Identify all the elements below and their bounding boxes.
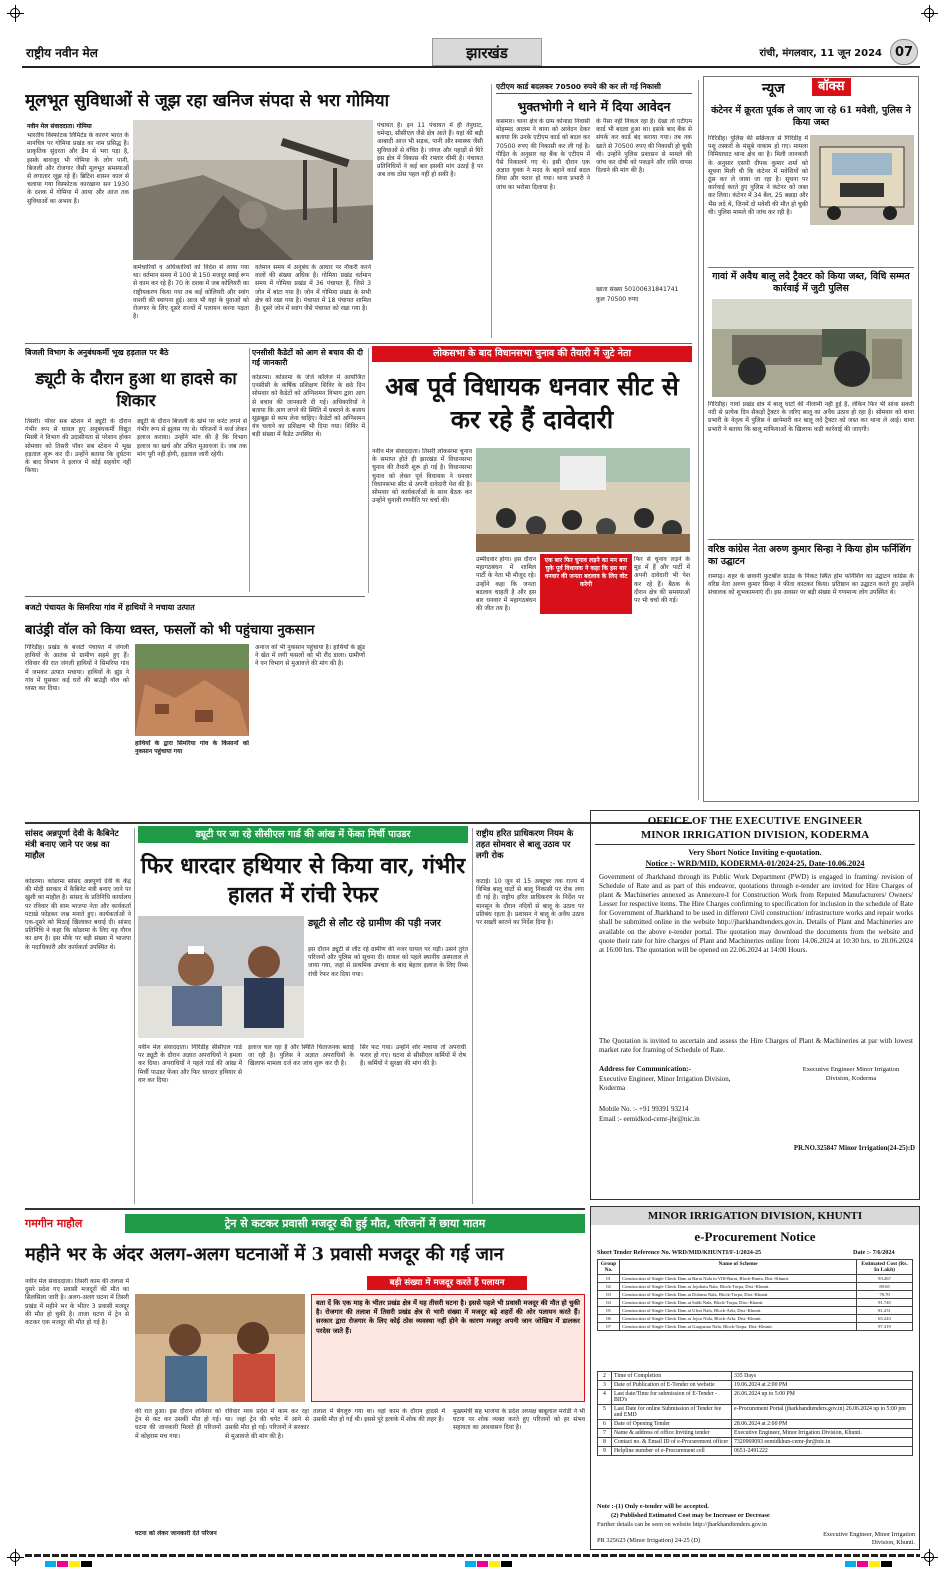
table-header-cell: Name of Scheme (620, 1260, 857, 1275)
story-dhanwar (372, 346, 692, 802)
byline: नवीन मेल संवाददाता। गोमिया (27, 123, 92, 130)
tender-khunti (590, 1206, 920, 1550)
table-cell: Construction of Single Check Dam at Jojohatu Nala, Block-Torpa, Dist.-Khunti. (620, 1283, 857, 1291)
mobile: Mobile No. :- +91 99391 93214 (599, 1105, 689, 1113)
table-row (598, 1323, 913, 1331)
subhead: ड्यूटी से लौट रहे ग्रामीण की पड़ी नजर (308, 918, 441, 929)
article-column: गिरिडीह। गावां प्रखंड क्षेत्र में बालू घाटों की नीलामी नहीं हुई है, लेकिन फिर भी सांवा सकरी नदी से प्रत्येक दिन सैकड़ों ट्रैक्टर के जरिए बालू का अवैध उठाव हो रहा है। सोमवार को थाना प्रभारी के नेतृत्व में पुलिस ने छापेमारी कर बालू लदे ट्रैक्टर को जब्त कर थाना ले आई। थाना प्रभारी ने बताया कि बालू माफियाओं के खिलाफ कड़ी कार्रवाई की जाएगी। (708, 401, 914, 433)
notice-body-2: The Quotation is invited to ascertain and assess the Hire Charges of Plant & Machineries at par with lowest market rate for framing of Schedule of Rate. (599, 1037, 913, 1055)
photo-caption: घटना को लेकर जानकारी देते परिजन (135, 1530, 217, 1537)
story-sansad (25, 826, 131, 1206)
pr-number: PR.NO.325847 Minor Irrigation(24-25):D (793, 1145, 915, 1152)
email: Email :- eemidkod-cemr-jhr@nic.in (599, 1115, 700, 1123)
article-column: उम्मीदवार होगा। इस दौरान महागठबंधन में शामिल पार्टी के नेता भी मौजूद रहे। उन्होंने कहा कि जनता बदलाव चाहती है और इस बार धनवार में महागठबंधन की जीत तय है। (476, 556, 536, 613)
story3-headline: वरिष्ठ कांग्रेस नेता अरुण कुमार सिन्हा ने किया होम फर्निशिंग का उद्घाटन (708, 544, 911, 567)
signatory: Executive Engineer Minor Irrigation Division, Koderma (802, 1066, 900, 1082)
story-elephant (25, 600, 365, 822)
address: Executive Engineer, Minor Irrigation Division, Koderma (599, 1075, 731, 1092)
headline: अब पूर्व विधायक धनवार सीट से कर रहे हैं दावेदारी (385, 372, 679, 434)
table-row (598, 1390, 913, 1405)
headline: भुक्तभोगी ने थाने में दिया आवेदन (517, 99, 671, 114)
article-column: कसमार। थाना क्षेत्र के ग्राम कोनाडा निवासी मोहम्मद आलम ने थाना को आवेदन देकर बताया कि उनके एटीएम कार्ड को बदल कर 70500 रुपए की निकासी कर ली गई है। पीड़ित के अनुसार वह बैंक के एटीएम में पैसे निकालने गए थे। इसी दौरान एक अज्ञात युवक ने मदद के बहाने कार्ड बदल लिया और फरार हो गया। थाना प्रभारी ने जांच का भरोसा दिलाया है। (496, 118, 590, 191)
table-row (598, 1275, 913, 1283)
table-cell: Date of Publication of E-Tender on website (612, 1381, 732, 1390)
article-column: तलाश में बेंगलुरु गया था। वहां काम के दौरान हादसे में उसकी मौत हो गई थी। इससे पूरे इलाके में शोक की लहर है। (313, 1408, 445, 1424)
headline: महीने भर के अंदर अलग-अलग घटनाओं में 3 प्रवासी मजदूर की गई जान (25, 1244, 504, 1265)
table-header-cell: Estimated Cost (Rs. In Lakh) (857, 1260, 913, 1275)
notice-date: Date :- 7/6/2024 (853, 1249, 895, 1256)
table-row (598, 1315, 913, 1323)
table-cell: 8 (598, 1438, 612, 1447)
story-gomia (25, 78, 485, 340)
table-cell: 0651-2491222 (732, 1447, 913, 1456)
article-column: कोडरमा। कोडरमा के जेजे कॉलेज में आयोजित एनसीसी के वार्षिक प्रशिक्षण शिविर के छठे दिन सोमवार को कैडेटों को अग्निशमन विभाग द्वारा आग से बचाव की जानकारी दी गई। अधिकारियों ने बताया कि आग लगने की स्थिति में घबराने के बजाय सूझबूझ से काम लेना चाहिए। कैडेटों को अग्निशमन यंत्र चलाने का प्रशिक्षण भी दिया गया। शिविर में बड़ी संख्या में कैडेट उपस्थित थे। (252, 374, 365, 439)
callout-box: एक बार फिर चुनाव लड़ने का मन बना चुके पूर्व विधायक ने कहा कि इस बार धनवार की जनता बदलाव के लिए वोट करेगी (540, 554, 632, 614)
tractor-photo (712, 299, 912, 397)
headline: मूलभूत सुविधाओं से जूझ रहा खनिज संपदा से भरा गोमिया (25, 91, 390, 111)
table-cell: 05 (598, 1307, 620, 1315)
meeting-photo (476, 448, 690, 552)
pr-number: PR 325623 (Minor Irrigation) 24-25 (D) (597, 1537, 701, 1544)
table-cell: 65.243 (857, 1315, 913, 1323)
address-label: Address for Communication:- (599, 1065, 691, 1073)
table-cell: 91.745 (857, 1299, 913, 1307)
kicker: बजटो पंचायत के सिमरिया गांव में हाथियों ने मचाया उत्पात (25, 603, 195, 612)
kicker: ट्रेन से कटकर प्रवासी मजदूर की हुई मौत, परिजनों में छाया मातम (125, 1214, 585, 1233)
story2-headline: गावां में अवैध बालू लदे ट्रैक्टर को किया जब्त, विधि सम्मत कार्रवाई में जुटी पुलिस (712, 271, 910, 294)
table-cell: 01 (598, 1275, 620, 1283)
article-column: तिसरी। पॉवर सब स्टेशन में ड्यूटी के दौरान गंभीर रूप से घायल हुए अनुबंधकर्मी विद्युत मिस्त्री ने विभाग की उदासीनता से परेशान होकर सोमवार को तिसरी पॉवर सब स्टेशन में भूख हड़ताल शुरू कर दी। उन्होंने बताया कि दुर्घटना के बाद विभाग ने इलाज में कोई सहयोग नहीं किया। (25, 418, 131, 475)
registration-mark-bottom-right (924, 1552, 934, 1562)
article-column: नवीन मेल संवाददाता। तिसरी काम की तलाश में दूसरे प्रदेश गए प्रवासी मजदूरों की मौत का सिलसिला जारी है। अलग-अलग घटना में तिसरी प्रखंड में महीने भर के भीतर 3 प्रवासी मजदूर की मौत हो चुकी है। ताजा घटना में ट्रेन से कटकर एक मजदूर की मौत हो गई है। (25, 1278, 129, 1327)
article-column: वर्तमान समय में अनुबंध के आधार पर नौकरी करने वालों की संख्या अधिक है। गोमिया प्रखंड वर्तमान समय में गोमिया प्रखंड में 36 पंचायत हैं, जिसे 3 जोन में बांटा गया है। जोन में गोमिया प्रखंड के सभी क्षेत्र को रखा गया है। पंचायत में 18 पंचायत शामिल हैं। दूसरे जोन में स्वांग जैसे पंचायत को रखा गया है। (255, 264, 371, 313)
article-column: की रात हुआ। इस दौरान शनिवार को ट्रेन से कट कर उसकी मौत हो गई। घटना की जानकारी मिलते ही परिजनों में कोहराम मच गया। (135, 1408, 221, 1440)
scheme-table (597, 1259, 913, 1331)
division-title: MINOR IRRIGATION DIVISION, KODERMA (640, 829, 870, 841)
notice-body: Government of Jharkhand through its Public Work Department (PWD) is engaged in framing/ revision of Schedule of Rate and as part of this endeavor, quotations through e-tender are invited for Hire Charges of plant & Machineries annexed as Annexure-I for Construction Work from Reputed Manufacturers/ Owners/ Lesser for respective items. The Hire Charges confirming to specification for inclusion in the schedule of Rate for Government of Jharkhand to be used in different Civil construction/ infrastructure works and repair works shall be submitted online in the website http://jharkhandtenders.gov.in. Details of Plant and Machineries are available on the above e-tender portal. The quotation may download the documents from the website and quote their rate for hire charges of Plant and Machineries online from 14.06.2024 at 10:30 hrs. to 20.06.2024 at 16:00 hrs. The quotation will be opened on 22.06.2024 at 14:00 Hours. (599, 873, 913, 954)
photo-caption: हाथियों के द्वारा सिमरिया गांव के किसानों को नुकसान पहुंचाया गया (135, 740, 249, 756)
article-column: कर्मचारियों व अधिकारियों को विदेश से लाया गया था। वर्तमान समय में 100 से 150 मजदूर स्थाई रूप से काम कर रहे हैं। 70 के दशक में जब कोलियरी का राष्ट्रीयकरण किया गया तब कई कोलियरी और स्वांग वाशरी की स्थापना हुई। आज भी यहां के युवाओं को रोजगार के लिए दूसरे राज्यों में पलायन करना पड़ता है। (133, 264, 249, 321)
headline: बाउंड्री वॉल को किया ध्वस्त, फसलों को भी पहुंचाया नुकसान (25, 623, 315, 638)
table-row (598, 1420, 913, 1429)
table-row (598, 1447, 913, 1456)
color-calibration-bar (25, 1552, 920, 1560)
article-column: इलाज चल रहा है और स्थिति चिंताजनक बताई जा रही है। पुलिस ने अज्ञात अपराधियों के खिलाफ मामला दर्ज कर जांच शुरू कर दी है। (248, 1044, 354, 1068)
table-cell: 3 (598, 1381, 612, 1390)
notice-title: e-Procurement Notice (694, 1229, 816, 1244)
account-number: खाता संख्या 50100631841741 (596, 286, 679, 293)
headline: फिर धारदार हथियार से किया वार, गंभीर हालत में रांची रेफर (140, 853, 466, 908)
registration-mark-top-left (10, 8, 20, 18)
table-cell: Construction of Single Check Dam at Saldi Nala, Block-Torpa, Dist.-Khunti. (620, 1299, 857, 1307)
table-cell: 26.06.2024 up to 5:00 PM (732, 1390, 913, 1405)
table-cell: Helpline number of e-Procurement cell (612, 1447, 732, 1456)
table-cell: 93.267 (857, 1275, 913, 1283)
kicker: लोकसभा के बाद विधानसभा चुनाव की तैयारी में जुटे नेता (372, 346, 692, 362)
note-3: Further details can be seen on website http://jharkhandtenders.gov.in (597, 1521, 767, 1528)
story-ngt (476, 826, 584, 1206)
table-cell: 9 (598, 1447, 612, 1456)
table-cell: 06 (598, 1315, 620, 1323)
amount: कुल 70500 रुपए (596, 296, 639, 303)
article-column: रविवार मध्य प्रदेश में काम कर रहा था। जहां ट्रेन की चपेट में आने से उसकी मौत हो गई। परिजनों ने सरकार से मुआवजे की मांग की है। (225, 1408, 309, 1440)
article-column: गिरिडीह। पुलिस की सक्रियता से गिरिडीह में पशु तस्करों के मंसूबे नाकाम हो गए। मामला निमियाघाट थाना क्षेत्र का है। मिली जानकारी के अनुसार एसपी दीपक कुमार शर्मा को सूचना मिली थी कि कंटेनर में मवेशियों को ठूंस कर ले जाया जा रहा है। सूचना पर कार्रवाई करते हुए पुलिस ने कंटेनर को जब्त कर लिया। कंटेनर में 34 बैल, 25 बछड़ा और भैंस लदे थे, जिनमें दो मवेशी की मौत हो चुकी थी। पुलिस मामले की जांच कर रही है। (708, 135, 808, 216)
table-cell: 6 (598, 1420, 612, 1429)
table-cell: Date of Opening Tender (612, 1420, 732, 1429)
kicker: एटीएम कार्ड बदलकर 70500 रुपये की कर ली गई निकासी (496, 82, 661, 91)
table-cell: 97.319 (857, 1323, 913, 1331)
table-row (598, 1283, 913, 1291)
news-box-title-accent: बॉक्स (812, 78, 851, 96)
registration-mark-top-right (924, 8, 934, 18)
signatory: Executive Engineer, Minor Irrigation Division, Khunti. (823, 1531, 915, 1546)
article-column: कोडरमा। कोडरमा सांसद अन्नपूर्णा देवी के केंद्र की मोदी सरकार में कैबिनेट मंत्री बनाए जाने पर खुशी का माहौल है। सांसद के प्रतिनिधि कार्यालय पर रविवार की शाम भाजपा नेता और कार्यकर्ता पटाखे फोड़कर जश्न मनाते हुए। कार्यकर्ताओं ने एक-दूसरे को मिठाई खिलाकर बधाई दी। सांसद प्रतिनिधि ने कहा कि कोडरमा के लिए यह गौरव का क्षण है। इस मौके पर बड़ी संख्या में भाजपा के पदाधिकारी और कार्यकर्ता उपस्थित थे। (25, 878, 131, 951)
table-cell: 03 (598, 1291, 620, 1299)
article-column: पंचायत है। इन 11 पंचायत में ही तेनुघाट, धमेन्द्रा, सीसीएल जैसे क्षेत्र आते हैं। यहां की बड़ी आबादी आज भी सड़क, पानी और स्वास्थ्य जैसी सुविधाओं से वंचित है। जंगल और पहाड़ों से घिरे इस क्षेत्र में विकास की रफ्तार धीमी है। पंचायत प्रतिनिधियों ने कई बार इसकी मांग उठाई है पर अब तक ठोस पहल नहीं हो सकी है। (377, 122, 483, 179)
table-header-cell: Group No. (598, 1260, 620, 1275)
dateline: रांची, मंगलवार, 11 जून 2024 (759, 48, 882, 59)
table-cell: 19.06.2024 at 2:00 PM (732, 1381, 913, 1390)
article-column: ड्यूटी के दौरान बिजली के खंभे पर करंट लगने से गंभीर रूप से झुलस गए थे। परिजनों ने कर्ज लेकर इलाज कराया। उन्होंने मांग की है कि विभाग इलाज का खर्च और उचित मुआवजा दे। जब तक मांग पूरी नहीं होगी, हड़ताल जारी रहेगी। (137, 418, 247, 458)
division-title: MINOR IRRIGATION DIVISION, KHUNTI (591, 1207, 919, 1225)
table-cell: Construction of Single Check Dam at Barai Nala in VIII-Barai, Block-Rania, Dist.-Khunti. (620, 1275, 857, 1283)
note-1: Note :-(1) Only e-tender will be accepted. (597, 1503, 709, 1510)
section-name: झारखंड (432, 38, 542, 66)
masthead (22, 38, 920, 70)
notice-number: Notice :- WRD/MID, KODERMA-01/2024-25, Date-10.06.2024 (645, 859, 865, 868)
table-cell: e-Procurement Portal (jharkhandtenders.gov.in) 26.06.2024 up to 5:00 pm (732, 1405, 913, 1420)
article-column: रामगढ़। शहर के छावनी फुटबॉल ग्राउंड के निकट स्थित होम फर्निशिंग का उद्घाटन कांग्रेस के वरिष्ठ नेता अरुण कुमार सिन्हा ने फीता काटकर किया। प्रतिष्ठान का उद्घाटन करते हुए उन्होंने संचालक को शुभकामनाएं दीं। इस अवसर पर बड़ी संख्या में गणमान्य लोग उपस्थित थे। (708, 573, 914, 597)
table-cell: 89.65 (857, 1283, 913, 1291)
page-number: 07 (890, 39, 918, 65)
table-cell: Name & address of office Inviting tender (612, 1429, 732, 1438)
table-cell: Last date/Time for submission of E-Tender - BID's (612, 1390, 732, 1405)
table-cell: 07 (598, 1323, 620, 1331)
kicker: बिजली विभाग के अनुबंधकर्मी भूख हड़ताल पर बैठे (25, 348, 169, 357)
table-cell: 04 (598, 1299, 620, 1307)
damaged-wall-photo (135, 644, 249, 736)
short-notice-label: Very Short Notice Inviting e-quotation. (688, 848, 822, 857)
story-migrant (25, 1212, 585, 1548)
tender-koderma (590, 810, 920, 1200)
table-cell: 78.70 (857, 1291, 913, 1299)
table-row (598, 1405, 913, 1420)
headline: ड्यूटी के दौरान हुआ था हादसे का शिकार (35, 369, 237, 410)
table-cell: Construction of Single Check Dam at Gurguruta Nala, Block-Torpa, Dist.-Khunti. (620, 1323, 857, 1331)
highlight-box: बता दें कि एक माह के भीतर प्रखंड क्षेत्र में यह तीसरी घटना है। इससे पहले भी प्रवासी मजदूर की मौत हो चुकी है। रोजगार की तलाश में तिसरी प्रखंड क्षेत्र से भारी संख्या में मजदूर बड़े शहरों की ओर पलायन करते हैं। सरकार द्वारा रोजगार के लिए कोई ठोस व्यवस्था नहीं होने के कारण मजदूर अपनी जान जोखिम में डालकर परदेस जाते हैं। (311, 1294, 585, 1402)
story-bijli (25, 346, 247, 594)
table-row (598, 1429, 913, 1438)
table-cell: Last Date for online Submission of Tender fee and EMD (612, 1405, 732, 1420)
article-column: भारतीय विस्फोटक लिमिटेड के कारण भारत के मानचित्र पर गोमिया प्रखंड का नाम प्रसिद्ध है। प्राकृतिक सुंदरता और डैम से भरा पड़ा है, इसके बावजूद भी गोमिया के लोग पानी, बिजली और रोजगार जैसी मूलभूत समस्याओं से लगातार जूझ रहे हैं। ब्रिटिश शासन काल से चलाया गया विस्फोटक कारखाना सन 1930 के दशक में गोमिया में आया और आज तक सुविधाओं का अभाव है। (27, 132, 129, 205)
news-box-title: न्यूज (762, 81, 785, 97)
table-cell: 335 Days (732, 1372, 913, 1381)
table-cell: 5 (598, 1405, 612, 1420)
table-cell: Contact no. & Email ID of e-Procurement officer (612, 1438, 732, 1447)
headline: सांसद अन्नपूर्णा देवी के कैबिनेट मंत्री बनाए जाने पर जश्न का माहौल (25, 828, 119, 860)
table-cell: Construction of Single Check Dam at Dolama Nala, Block-Torpa, Dist.-Khunti. (620, 1291, 857, 1299)
kicker: ड्यूटी पर जा रहे सीसीएल गार्ड की आंख में फेंका मिर्ची पाउडर (138, 826, 468, 843)
article-column: नवीन मेल संवाददाता। गिरिडीह सीसीएल गार्ड पर ड्यूटी के दौरान अज्ञात अपराधियों ने हमला कर दिया। अपराधियों ने पहले गार्ड की आंख में मिर्ची पाउडर फेंका और फिर धारदार हथियार से वार कर दिया। (138, 1044, 242, 1084)
office-title: OFFICE OF THE EXECUTIVE ENGINEER (647, 815, 863, 827)
table-row (598, 1299, 913, 1307)
story-guard (138, 826, 468, 1208)
story1-headline: कंटेनर में क्रूरता पूर्वक ले जाए जा रहे 61 मवेशी, पुलिस ने किया जब्त (711, 105, 911, 128)
paper-name: राष्ट्रीय नवीन मेल (26, 46, 98, 60)
article-column: सिर फट गया। उन्होंने शोर मचाया तो अपराधी फरार हो गए। घटना से सीसीएल कर्मियों में रोष है। कर्मियों ने सुरक्षा की मांग की है। (360, 1044, 466, 1068)
table-row (598, 1381, 913, 1390)
mine-photo (133, 120, 373, 260)
article-column: नवीन मेल संवाददाता। तिसरी लोकसभा चुनाव के समाप्त होते ही झारखंड में विधानसभा चुनाव की तैयारी शुरू हो गई है। विधानसभा चुनाव को लेकर पूर्व विधायक ने धनवार विधानसभा सीट से अपनी दावेदारी पेश की है। सोमवार को कार्यकर्ताओं के साथ बैठक कर उन्होंने चुनावी रणनीति पर चर्चा की। (372, 448, 472, 505)
table-row (598, 1307, 913, 1315)
article-column: के पैसा नहीं निकल रहा है। देखा तो एटीएम कार्ड भी बदला हुआ था। इसके बाद बैंक से संपर्क कर कार्ड बंद कराया गया। तब तक खाते से 70500 रुपए की निकासी हो चुकी थी। उन्होंने पुलिस प्रशासन से मामले की जांच कर दोषी को पकड़ने और राशि वापस दिलाने की मांग की है। (596, 118, 692, 175)
headline: राष्ट्रीय हरित प्राधिकरण नियम के तहत सोमवार से बालू उठाव पर लगी रोक (476, 828, 574, 860)
article-column: इस दौरान ड्यूटी से लौट रहे ग्रामीण की नजर घायल पर पड़ी। उसने तुरंत परिजनों और पुलिस को सूचना दी। घायल को पहले स्थानीय अस्पताल ले जाया गया, जहां से प्राथमिक उपचार के बाद बेहतर इलाज के लिए रिम्स रांची रेफर कर दिया गया। (308, 946, 468, 978)
story-atm (496, 80, 692, 342)
kicker: एनसीसी कैडेटों को आग से बचाव की दी गई जानकारी (252, 348, 363, 367)
note-2: (2) Published Estimated Cost may be Increase or Decrease (611, 1512, 770, 1519)
table-row (598, 1291, 913, 1299)
table-cell: 7 (598, 1429, 612, 1438)
tender-details-table (597, 1371, 913, 1456)
registration-mark-bottom-left (10, 1552, 20, 1562)
article-column: कटाई। 10 जून से 15 अक्टूबर तक राज्य में विभिन्न बालू घाटों से बालू निकासी पर रोक लगा दी गई है। राष्ट्रीय हरित प्राधिकरण के निर्देश पर मानसून के दौरान नदियों से बालू के उठाव पर प्रतिबंध रहता है। प्रशासन ने बालू के अवैध उठाव पर सख्ती बरतने का निर्देश दिया है। (476, 878, 584, 927)
container-truck-photo (810, 135, 914, 225)
table-cell: 4 (598, 1390, 612, 1405)
table-cell: Construction of Single Check Dam at Ufrai Nala, Block-Arki, Dist.-Khunti. (620, 1307, 857, 1315)
article-column: फिर से चुनाव लड़ने के मूड में हैं और पार्टी में अपनी दावेदारी भी पेश कर रहे हैं। बैठक के दौरान क्षेत्र की समस्याओं पर भी चर्चा की गई। (634, 556, 690, 605)
table-row (598, 1438, 913, 1447)
table-cell: 81.251 (857, 1307, 913, 1315)
table-cell: Executive Engineer, Minor Irrigation Division, Khunti. (732, 1429, 913, 1438)
table-cell: 7320969093 eemidkhun-cemr-jhr@nic.in (732, 1438, 913, 1447)
table-cell: 02 (598, 1283, 620, 1291)
family-photo (135, 1294, 305, 1402)
section-tag: गमगीन माहौल (25, 1217, 83, 1230)
table-cell: Construction of Single Check Dam at Jojoo Nala, Block-Arki, Dist.-Khunti. (620, 1315, 857, 1323)
subhead: बड़ी संख्या में मजदूर करते हैं पलायन (367, 1276, 527, 1290)
table-cell: 2 (598, 1372, 612, 1381)
news-box (703, 76, 919, 802)
article-column: गिरिडीह। प्रखंड के बजटो पंचायत में जंगली हाथियों के आतंक से ग्रामीण सहमे हुए हैं। रविवार की रात जंगली हाथियों ने सिमरिया गांव में जमकर उत्पात मचाया। हाथियों के झुंड ने गांव में घुसकर कई घरों की बाउंड्री वॉल को ध्वस्त कर दिया। (25, 644, 129, 693)
reference-number: Short Tender Reference No. WRD/MID/KHUNTI/F-1/2024-25 (597, 1249, 762, 1256)
table-cell: 28.06.2024 at 2:00 PM (732, 1420, 913, 1429)
table-cell: Time of Completion (612, 1372, 732, 1381)
article-column: अनाज को भी नुकसान पहुंचाया है। हाथियों के झुंड ने खेत में लगी फसलों को भी रौंद डाला। ग्रामीणों ने वन विभाग से मुआवजे की मांग की है। (255, 644, 365, 668)
injured-guard-photo (138, 916, 304, 1038)
story-ncc (252, 346, 365, 594)
article-column: मुख्यमंत्री सह भाजपा के प्रदेश अध्यक्ष बाबूलाल मरांडी ने भी घटना पर शोक व्यक्त करते हुए परिजनों को हर संभव सहायता का आश्वासन दिया है। (453, 1408, 585, 1432)
table-row (598, 1372, 913, 1381)
